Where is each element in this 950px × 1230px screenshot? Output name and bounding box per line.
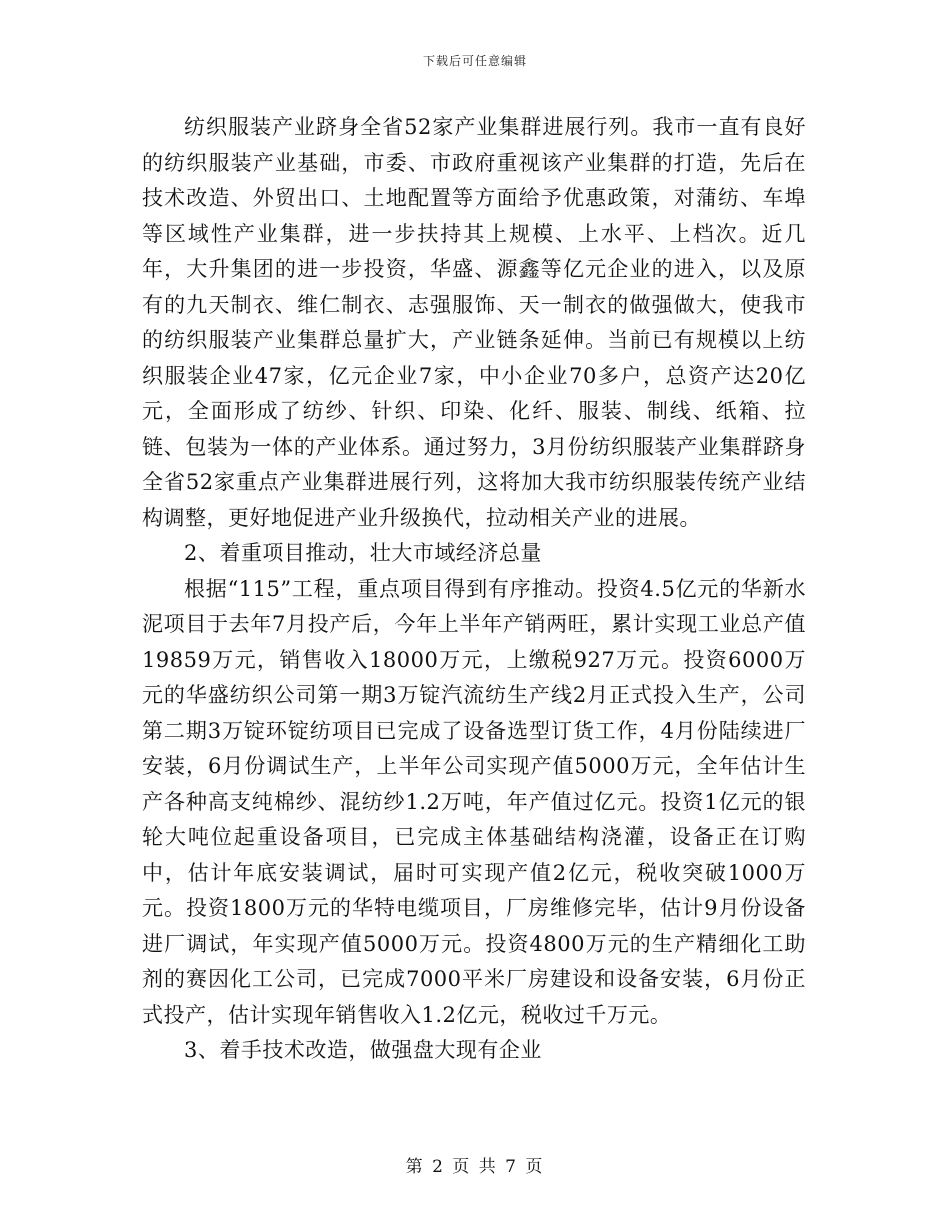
paragraph-textile-cluster: 纺织服装产业跻身全省52家产业集群进展行列。我市一直有良好的纺织服装产业基础，市委、市政府重视该产业集群的打造，先后在技术改造、外贸出口、土地配置等方面给予优惠政策，对蒲纺、车埠等区域性产业集群，进一步扶持其上规模、上水平、上档次。近几年，大升集团的进一步投资，华盛、源鑫等亿元企业的进入，以及原有的九天制衣、维仁制衣、志强服饰、天一制衣的做强做大，使我市的纺织服装产业集群总量扩大，产业链条延伸。当前已有规模以上纺织服装企业47家，亿元企业7家，中小企业70多户，总资产达20亿元，全面形成了纺纱、针织、印染、化纤、服装、制线、纸箱、拉链、包装为一体的产业体系。通过努力，3月份纺织服装产业集群跻身全省52家重点产业集群进展行列，这将加大我市纺织服装传统产业结构调整，更好地促进产业升级换代，拉动相关产业的进展。 (142, 115, 806, 530)
paragraph-key-projects: 根据“115”工程，重点项目得到有序推动。投资4.5亿元的华新水泥项目于去年7月投产后，今年上半年产销两旺，累计实现工业总产值19859万元，销售收入18000万元，上缴税927万元。投资6000万元的华盛纺织公司第一期3万锭汽流纺生产线2月正式投入生产，公司第二期3万锭环锭纺项目已完成了设备选型订货工作，4月份陆续进厂安装，6月份调试生产，上半年公司实现产值5000万元，全年估计生产各种高支纯棉纱、混纺纱1.2万吨，年产值过亿元。投资1亿元的银轮大吨位起重设备项目，已完成主体基础结构浇灌，设备正在订购中，估计年底安装调试，届时可实现产值2亿元，税收突破1000万元。投资1800万元的华特电缆项目，厂房维修完毕，估计9月份设备进厂调试，年实现产值5000万元。投资4800万元的生产精细化工助剂的赛因化工公司，已完成7000平米厂房建设和设备安装，6月份正式投产，估计实现年销售收入1.2亿元，税收过千万元。 (142, 576, 806, 1027)
document-body (142, 110, 806, 1069)
section-heading-project-promotion: 2、着重项目推动，壮大市域经济总量 (184, 541, 542, 565)
page-header: 下载后可任意编辑 (422, 54, 527, 68)
page-number-footer: 第 2 页 共 7 页 (405, 1157, 545, 1177)
section-heading-tech-upgrade: 3、着手技术改造，做强盘大现有企业 (184, 1038, 542, 1062)
